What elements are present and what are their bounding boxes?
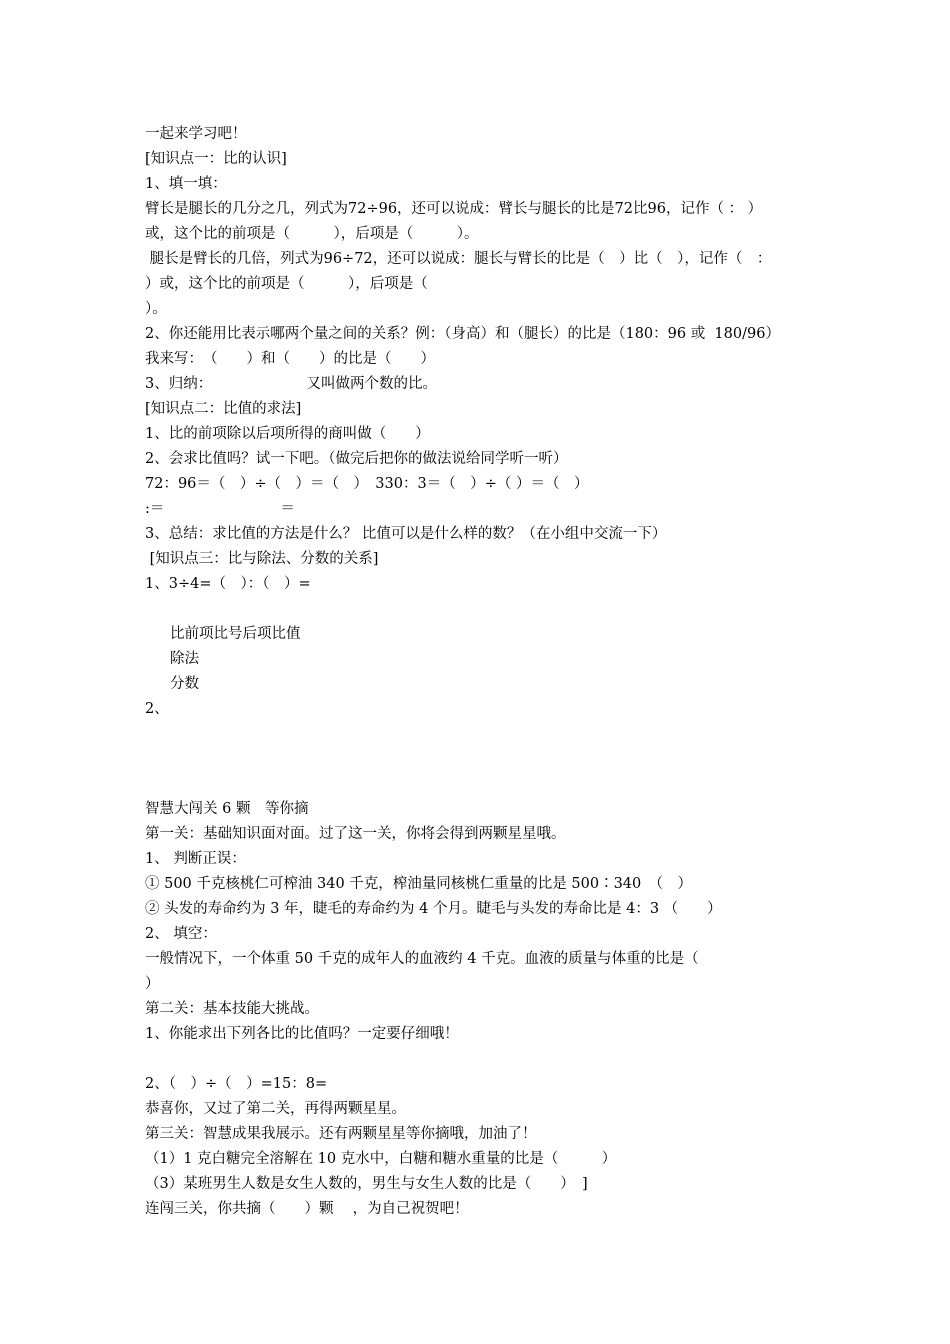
text-line: 2、（ ）÷（ ）=15：8= <box>145 1076 328 1092</box>
text-line: 我来写： （ ）和（ ）的比是（ ） <box>145 351 435 367</box>
text-line: 1、 判断正误： <box>145 851 246 867</box>
text-line: 1、比的前项除以后项所得的商叫做（ ） <box>145 426 430 442</box>
text-line: 恭喜你，又过了第二关，再得两颗星星。 <box>145 1101 406 1117</box>
text-line: 72：96＝（ ）÷（ ）＝（ ） 330：3＝（ ）÷（ ）＝（ ） <box>145 476 589 492</box>
spacer <box>145 1047 815 1072</box>
text-line: 一般情况下，一个体重 50 千克的成年人的血液约 4 千克。血液的质量与体重的比是（ <box>145 951 699 967</box>
text-line: 1、3÷4=（ ）：（ ）= <box>145 576 311 592</box>
text-line: 臂长是腿长的几分之几，列式为72÷96，还可以说成：臂长与腿长的比是72比96，记作（ ： ） <box>145 201 763 217</box>
spacer <box>145 597 815 622</box>
text-line: 或，这个比的前项是（ ），后项是（ ）。 <box>145 226 479 242</box>
intro-heading: 一起来学习吧！ <box>145 126 247 142</box>
item-2-label: 2、 <box>145 701 169 717</box>
level-1-heading: 第一关：基础知识面对面。过了这一关，你将会得到两颗星星哦。 <box>145 826 566 842</box>
text-line: 3、总结：求比值的方法是什么？ 比值可以是什么样的数？（在小组中交流一下） <box>145 526 667 542</box>
text-line: 1、你能求出下列各比的比值吗？一定要仔细哦！ <box>145 1026 459 1042</box>
text-line: 腿长是臂长的几倍，列式为96÷72，还可以说成：腿长与臂长的比是（ ）比（ ），记作（ ： <box>145 251 772 267</box>
text-line: ② 头发的寿命约为 3 年，睫毛的寿命约为 4 个月。睫毛与头发的寿命比是 4：3 （ ） <box>145 901 722 917</box>
fill-in-heading: 1、填一填： <box>145 176 227 192</box>
knowledge-point-3-heading: [知识点三：比与除法、分数的关系] <box>145 551 379 567</box>
level-3-heading: 第三关：智慧成果我展示。还有两颗星星等你摘哦，加油了！ <box>145 1126 537 1142</box>
section-challenge <box>145 797 815 1222</box>
text-line: :＝ ＝ <box>145 501 295 517</box>
table-label-division: 除法 <box>170 651 199 667</box>
level-2-heading: 第二关：基本技能大挑战。 <box>145 1001 319 1017</box>
text-line: ① 500 千克核桃仁可榨油 340 千克，榨油量同核桃仁重量的比是 500∶340 （ ） <box>145 876 692 892</box>
text-line: 2、你还能用比表示哪两个量之间的关系？例：（身高）和（腿长）的比是（180：96 或 180/96） <box>145 326 780 342</box>
text-line: （3）某班男生人数是女生人数的，男生与女生人数的比是（ ） ] <box>145 1176 588 1192</box>
table-label-ratio: 比前项比号后项比值 <box>170 626 301 642</box>
section-knowledge-points <box>145 122 815 722</box>
knowledge-point-1-heading: [知识点一：比的认识] <box>145 151 287 167</box>
text-line: 3、归纳： 又叫做两个数的比。 <box>145 376 437 392</box>
challenge-title: 智慧大闯关 6 颗 等你摘 <box>145 801 309 817</box>
text-line: （1）1 克白糖完全溶解在 10 克水中，白糖和糖水重量的比是（ ） <box>145 1151 617 1167</box>
text-line: ）或，这个比的前项是（ ），后项是（ <box>145 276 428 292</box>
text-line: 2、 填空： <box>145 926 217 942</box>
text-line: 2、会求比值吗？试一下吧。（做完后把你的做法说给同学听一听） <box>145 451 568 467</box>
knowledge-point-2-heading: [知识点二：比值的求法] <box>145 401 302 417</box>
table-label-fraction: 分数 <box>170 676 199 692</box>
closing-line: 连闯三关，你共摘（ ）颗 ，为自己祝贺吧！ <box>145 1201 469 1217</box>
text-line: ）。 <box>145 301 167 317</box>
text-line: ） <box>145 976 160 992</box>
